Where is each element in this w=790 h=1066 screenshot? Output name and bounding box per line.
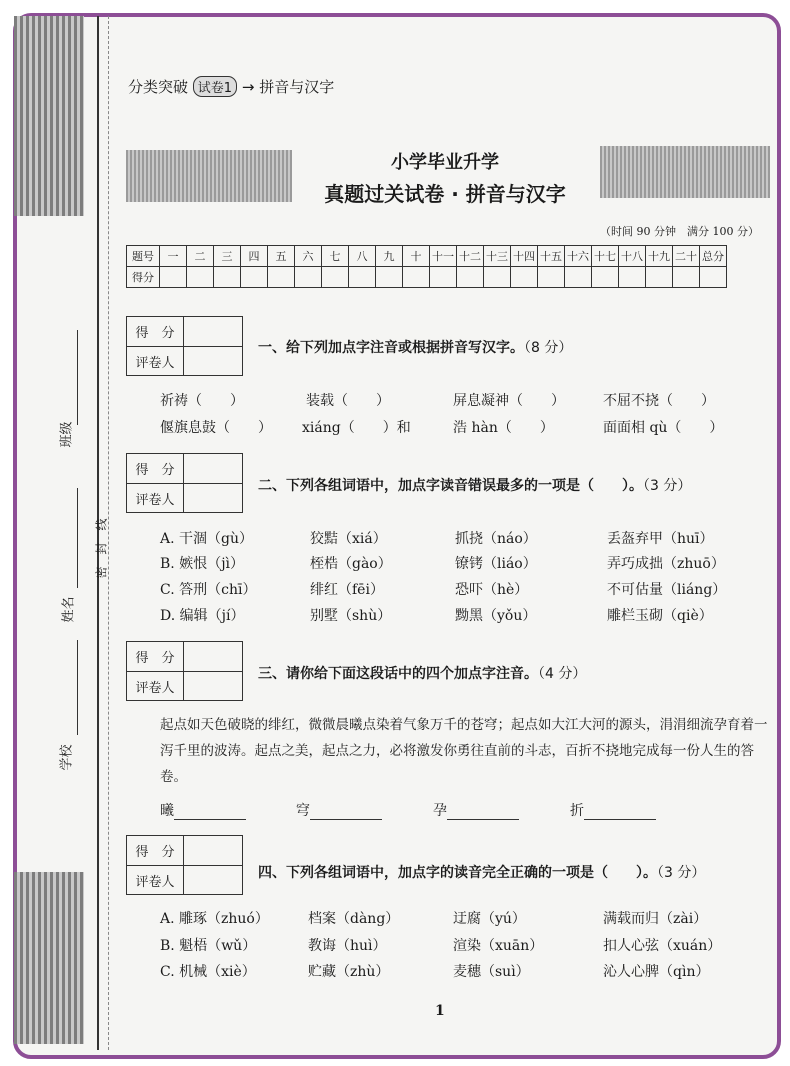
q2-option: B. 嫉恨（jì）	[160, 556, 245, 572]
question-2-points: （3 分）	[643, 478, 692, 494]
score-cell[interactable]	[538, 267, 565, 288]
score-column-header: 十	[403, 246, 430, 267]
question-2-text: 二、下列各组词语中，加点字读音错误最多的一项是（ ）。	[258, 478, 643, 494]
q2-option: 恐吓（hè）	[455, 582, 529, 598]
grader-score-label: 得 分	[127, 836, 184, 865]
question-2	[258, 475, 691, 495]
title-bar-left	[126, 150, 292, 202]
grader-box-q3	[126, 641, 243, 701]
score-column-header: 八	[349, 246, 376, 267]
score-column-header: 二	[187, 246, 214, 267]
grader-name-label: 评卷人	[127, 672, 184, 701]
score-cell[interactable]	[349, 267, 376, 288]
score-column-header: 十三	[484, 246, 511, 267]
q2-option: C. 答刑（chī）	[160, 582, 257, 598]
score-table-score-row	[127, 267, 727, 288]
score-cell[interactable]	[430, 267, 457, 288]
q1-item: xiáng（ ）和	[302, 420, 411, 436]
q4-option: 沁人心脾（qìn）	[603, 964, 710, 980]
score-cell[interactable]	[403, 267, 430, 288]
score-column-header: 十四	[511, 246, 538, 267]
q3-fill	[296, 800, 382, 820]
score-table-header-row	[127, 246, 727, 267]
question-4-points: （3 分）	[657, 865, 706, 881]
q1-item: 偃旗息鼓（ ）	[160, 420, 272, 436]
score-cell[interactable]	[673, 267, 700, 288]
grader-box-q2	[126, 453, 243, 513]
header-topic: 拼音与汉字	[259, 78, 335, 96]
grader-score-label: 得 分	[127, 642, 184, 671]
question-1-points: （8 分）	[524, 340, 573, 356]
side-label-class: 班级	[59, 421, 75, 448]
score-column-header: 十八	[619, 246, 646, 267]
score-cell[interactable]	[700, 267, 727, 288]
side-line-name	[77, 488, 78, 588]
q2-option: 雕栏玉砌（qiè）	[607, 608, 713, 624]
q3-fill-char: 孕	[433, 803, 447, 819]
q2-option: 别墅（shù）	[310, 608, 392, 624]
score-column-header: 十七	[592, 246, 619, 267]
score-cell[interactable]	[214, 267, 241, 288]
q1-item: 装载（ ）	[306, 393, 390, 409]
score-cell[interactable]	[484, 267, 511, 288]
q2-option: A. 干涸（gù）	[160, 531, 253, 547]
score-column-header: 一	[160, 246, 187, 267]
page-title	[300, 148, 590, 207]
score-cell[interactable]	[160, 267, 187, 288]
q2-option: 桎梏（gào）	[310, 556, 392, 572]
q3-fill-char: 曦	[160, 803, 174, 819]
question-1-text: 一、给下列加点字注音或根据拼音写汉字。	[258, 340, 524, 356]
question-4-text: 四、下列各组词语中，加点字的读音完全正确的一项是（ ）。	[258, 865, 657, 881]
score-cell[interactable]	[646, 267, 673, 288]
q4-option: 渲染（xuān）	[453, 938, 544, 954]
score-column-header: 四	[241, 246, 268, 267]
decorative-stripe-bottom	[14, 872, 84, 1044]
side-line-class	[77, 330, 78, 425]
score-cell[interactable]	[295, 267, 322, 288]
q2-option: 丢盔弃甲（huī）	[607, 531, 714, 547]
question-1	[258, 337, 572, 357]
score-column-header: 三	[214, 246, 241, 267]
q2-option: 不可估量（liáng）	[607, 582, 727, 598]
title-line1: 小学毕业升学	[391, 152, 499, 173]
question-4	[258, 862, 705, 882]
score-cell[interactable]	[592, 267, 619, 288]
grader-box-q1	[126, 316, 243, 376]
score-column-header: 十六	[565, 246, 592, 267]
score-cell[interactable]	[511, 267, 538, 288]
q4-option: 档案（dàng）	[308, 911, 400, 927]
grader-name-label: 评卷人	[127, 484, 184, 513]
q1-item: 不屈不挠（ ）	[603, 393, 715, 409]
score-cell[interactable]	[457, 267, 484, 288]
score-table-row2-label: 得分	[127, 267, 160, 288]
q4-option: 迂腐（yú）	[453, 911, 526, 927]
score-column-header: 十九	[646, 246, 673, 267]
side-label-seal: 密 封 线	[94, 518, 109, 579]
answer-blank[interactable]	[447, 803, 519, 820]
q1-item: 浩 hàn（ ）	[453, 420, 554, 436]
q3-fill-char: 穹	[296, 803, 310, 819]
score-column-header: 七	[322, 246, 349, 267]
q4-option: 扣人心弦（xuán）	[603, 938, 722, 954]
grader-score-label: 得 分	[127, 317, 184, 346]
score-cell[interactable]	[187, 267, 214, 288]
side-line-school	[77, 640, 78, 735]
score-cell[interactable]	[268, 267, 295, 288]
q4-option: 满载而归（zài）	[603, 911, 708, 927]
q3-fill	[433, 800, 519, 820]
grader-name-label: 评卷人	[127, 866, 184, 895]
score-cell[interactable]	[565, 267, 592, 288]
q2-option: 镣铐（liáo）	[455, 556, 537, 572]
question-3	[258, 663, 586, 683]
q3-fill-char: 折	[570, 803, 584, 819]
score-column-header: 十二	[457, 246, 484, 267]
score-cell[interactable]	[376, 267, 403, 288]
score-column-header: 五	[268, 246, 295, 267]
score-column-header: 十五	[538, 246, 565, 267]
q1-item: 面面相 qù（ ）	[603, 420, 724, 436]
q3-fill	[160, 800, 246, 820]
score-column-header: 十一	[430, 246, 457, 267]
score-cell[interactable]	[241, 267, 268, 288]
q2-option: 弄巧成拙（zhuō）	[607, 556, 725, 572]
score-cell[interactable]	[322, 267, 349, 288]
grader-box-q4	[126, 835, 243, 895]
q2-option: 黝黑（yǒu）	[455, 608, 537, 624]
q3-fill	[570, 800, 656, 820]
header-badge: 试卷1	[193, 76, 237, 97]
q1-item: 祈祷（ ）	[160, 393, 244, 409]
score-column-header: 六	[295, 246, 322, 267]
q2-option: 狡黠（xiá）	[310, 531, 387, 547]
answer-blank[interactable]	[310, 803, 382, 820]
q2-option: 绯红（fēi）	[310, 582, 384, 598]
answer-blank[interactable]	[174, 803, 246, 820]
header-category: 分类突破	[128, 78, 189, 96]
title-line2: 真题过关试卷 · 拼音与汉字	[324, 182, 566, 206]
title-bar-right	[600, 146, 770, 198]
side-label-name: 姓名	[61, 596, 77, 623]
question-3-points: （4 分）	[538, 666, 587, 682]
q2-option: 抓挠（náo）	[455, 531, 537, 547]
score-cell[interactable]	[619, 267, 646, 288]
decorative-stripe-top	[14, 16, 84, 216]
score-column-header: 总分	[700, 246, 727, 267]
q4-option: 贮藏（zhù）	[308, 964, 390, 980]
score-column-header: 九	[376, 246, 403, 267]
header-arrow: →	[241, 78, 255, 96]
answer-blank[interactable]	[584, 803, 656, 820]
page-number: 1	[435, 1003, 445, 1019]
score-table-row1-label: 题号	[127, 246, 160, 267]
score-column-header: 二十	[673, 246, 700, 267]
q4-option: B. 魁梧（wǔ）	[160, 938, 257, 954]
q4-option: 麦穗（suì）	[453, 964, 530, 980]
q4-option: A. 雕琢（zhuó）	[160, 911, 269, 927]
grader-name-label: 评卷人	[127, 347, 184, 376]
q1-item: 屏息凝神（ ）	[453, 393, 565, 409]
side-label-school: 学校	[59, 744, 75, 771]
q4-option: C. 机械（xiè）	[160, 964, 256, 980]
q4-option: 教诲（huì）	[308, 938, 387, 954]
question-3-paragraph: 起点如天色破晓的绯红，微微晨曦点染着气象万千的苍穹；起点如大江大河的源头，涓涓细流孕育着一泻千里的波涛。起点之美，起点之力，必将激发你勇往直前的斗志，百折不挠地完成每一份人生的答卷。	[160, 717, 768, 785]
score-table	[126, 245, 727, 288]
question-3-text: 三、请你给下面这段话中的四个加点字注音。	[258, 666, 538, 682]
grader-score-label: 得 分	[127, 454, 184, 483]
time-info: （时间 90 分钟 满分 100 分）	[600, 225, 759, 238]
q2-option: D. 编辑（jí）	[160, 608, 245, 624]
page-header	[128, 76, 334, 97]
